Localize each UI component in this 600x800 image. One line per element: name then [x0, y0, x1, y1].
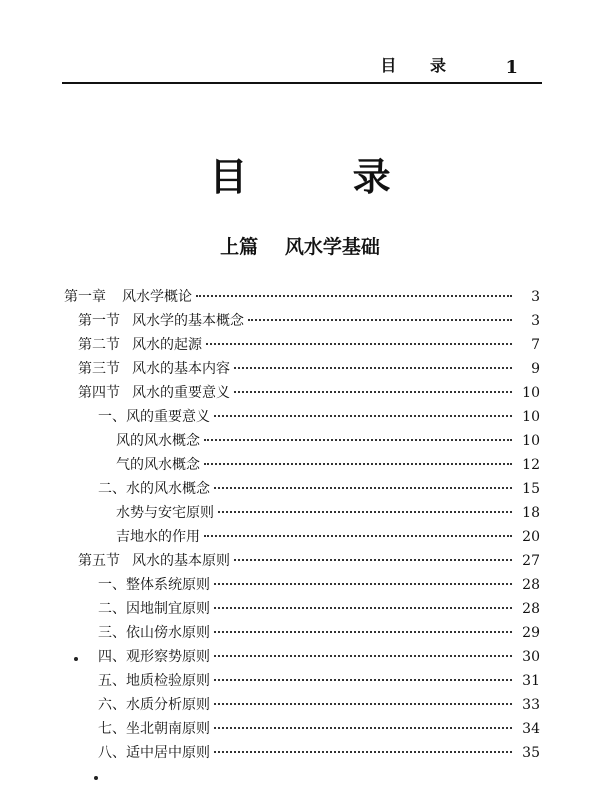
toc-entry-number: 二、 [98, 481, 126, 497]
toc-entry[interactable] [64, 501, 540, 525]
toc-entry-page: 35 [522, 745, 540, 761]
toc-entry-page: 27 [522, 553, 540, 569]
toc-entry-page: 10 [522, 409, 540, 425]
toc-entry-page: 20 [522, 529, 540, 545]
toc-entry-title: 风水的基本原则 [132, 553, 230, 569]
toc-dot-leader [196, 295, 512, 297]
toc-entry-title: 水的风水概念 [126, 481, 210, 497]
toc-entry[interactable] [64, 429, 540, 453]
toc-entry-number: 七、 [98, 721, 126, 737]
toc-entry-title: 地质检验原则 [126, 673, 210, 689]
toc-entry-title: 风水的基本内容 [132, 361, 230, 377]
toc-dot-leader [214, 703, 512, 705]
toc-entry[interactable] [64, 621, 540, 645]
toc-dot-leader [214, 415, 512, 417]
part-name: 风水学基础 [284, 236, 380, 258]
toc-entry-page: 28 [522, 577, 540, 593]
toc-entry[interactable] [64, 453, 540, 477]
toc-entry-number: 第五节 [78, 553, 120, 569]
toc-entry-number: 第四节 [78, 385, 120, 401]
toc-entry-title: 依山傍水原则 [126, 625, 210, 641]
toc-entry-title: 气的风水概念 [116, 457, 200, 473]
toc-entry-page: 3 [531, 313, 540, 329]
toc-dot-leader [248, 319, 512, 321]
toc-entry-number: 六、 [98, 697, 126, 713]
part-label: 上篇 [220, 236, 259, 258]
toc-entry-title: 风的重要意义 [126, 409, 210, 425]
toc-entry-number: 一、 [98, 409, 126, 425]
toc-entry[interactable] [64, 405, 540, 429]
toc-dot-leader [234, 559, 512, 561]
toc-entry[interactable] [64, 717, 540, 741]
toc-entry-number: 第一章 [64, 289, 106, 305]
part-title [0, 232, 600, 259]
toc-entry-title: 水势与安宅原则 [116, 505, 214, 521]
toc-dot-leader [234, 391, 512, 393]
toc-entry-number: 三、 [98, 625, 126, 641]
toc-entry[interactable] [64, 741, 540, 765]
toc-dot-leader [204, 439, 512, 441]
stray-dot-mark [74, 657, 78, 661]
toc-entry-page: 9 [531, 361, 540, 377]
toc-entry[interactable] [64, 645, 540, 669]
toc-dot-leader [214, 631, 512, 633]
toc-entry-page: 29 [522, 625, 540, 641]
toc-dot-leader [214, 583, 512, 585]
stray-dot-mark [94, 776, 98, 780]
toc-entry-title: 风的风水概念 [116, 433, 200, 449]
toc-dot-leader [214, 607, 512, 609]
toc-dot-leader [204, 535, 512, 537]
toc-entry-page: 10 [522, 385, 540, 401]
toc-entry-title: 观形察势原则 [126, 649, 210, 665]
running-header [62, 48, 542, 84]
toc-entry-page: 3 [531, 289, 540, 305]
toc-entry-title: 因地制宜原则 [126, 601, 210, 617]
toc-entry-page: 34 [522, 721, 540, 737]
toc-entry-title: 整体系统原则 [126, 577, 210, 593]
table-of-contents [64, 285, 540, 765]
toc-entry-number: 四、 [98, 649, 126, 665]
toc-entry[interactable] [64, 525, 540, 549]
toc-entry[interactable] [64, 333, 540, 357]
toc-entry-title: 风水的重要意义 [132, 385, 230, 401]
toc-entry-page: 30 [522, 649, 540, 665]
toc-entry[interactable] [64, 477, 540, 501]
toc-entry-title: 水质分析原则 [126, 697, 210, 713]
toc-dot-leader [234, 367, 512, 369]
toc-dot-leader [214, 655, 512, 657]
page-title: 目 录 [209, 154, 437, 199]
running-header-title: 目 录 [380, 56, 460, 75]
toc-dot-leader [204, 463, 512, 465]
toc-entry-page: 15 [522, 481, 540, 497]
toc-dot-leader [206, 343, 512, 345]
toc-entry-number: 五、 [98, 673, 126, 689]
toc-entry-number: 第二节 [78, 337, 120, 353]
toc-entry-title: 吉地水的作用 [116, 529, 200, 545]
toc-entry[interactable] [64, 693, 540, 717]
toc-entry-number: 八、 [98, 745, 126, 761]
toc-dot-leader [214, 727, 512, 729]
toc-entry[interactable] [64, 309, 540, 333]
toc-entry-page: 7 [531, 337, 540, 353]
toc-entry-title: 风水学概论 [122, 289, 192, 305]
toc-entry[interactable] [64, 669, 540, 693]
toc-entry[interactable] [64, 357, 540, 381]
toc-entry-title: 风水的起源 [132, 337, 202, 353]
toc-entry-number: 一、 [98, 577, 126, 593]
toc-entry[interactable] [64, 381, 540, 405]
toc-entry-page: 31 [522, 673, 540, 689]
toc-entry-number: 第一节 [78, 313, 120, 329]
toc-dot-leader [214, 751, 512, 753]
toc-entry-page: 33 [522, 697, 540, 713]
toc-dot-leader [214, 487, 512, 489]
toc-entry[interactable] [64, 573, 540, 597]
toc-entry-title: 适中居中原则 [126, 745, 210, 761]
toc-entry[interactable] [64, 285, 540, 309]
toc-entry-number: 第三节 [78, 361, 120, 377]
toc-entry-title: 坐北朝南原则 [126, 721, 210, 737]
toc-dot-leader [218, 511, 512, 513]
running-header-page-number: 1 [505, 57, 518, 78]
toc-entry-title: 风水学的基本概念 [132, 313, 244, 329]
toc-entry[interactable] [64, 597, 540, 621]
toc-entry-page: 28 [522, 601, 540, 617]
toc-dot-leader [214, 679, 512, 681]
toc-entry-page: 10 [522, 433, 540, 449]
toc-entry-page: 18 [522, 505, 540, 521]
toc-entry[interactable] [64, 549, 540, 573]
toc-entry-page: 12 [522, 457, 540, 473]
toc-entry-number: 二、 [98, 601, 126, 617]
